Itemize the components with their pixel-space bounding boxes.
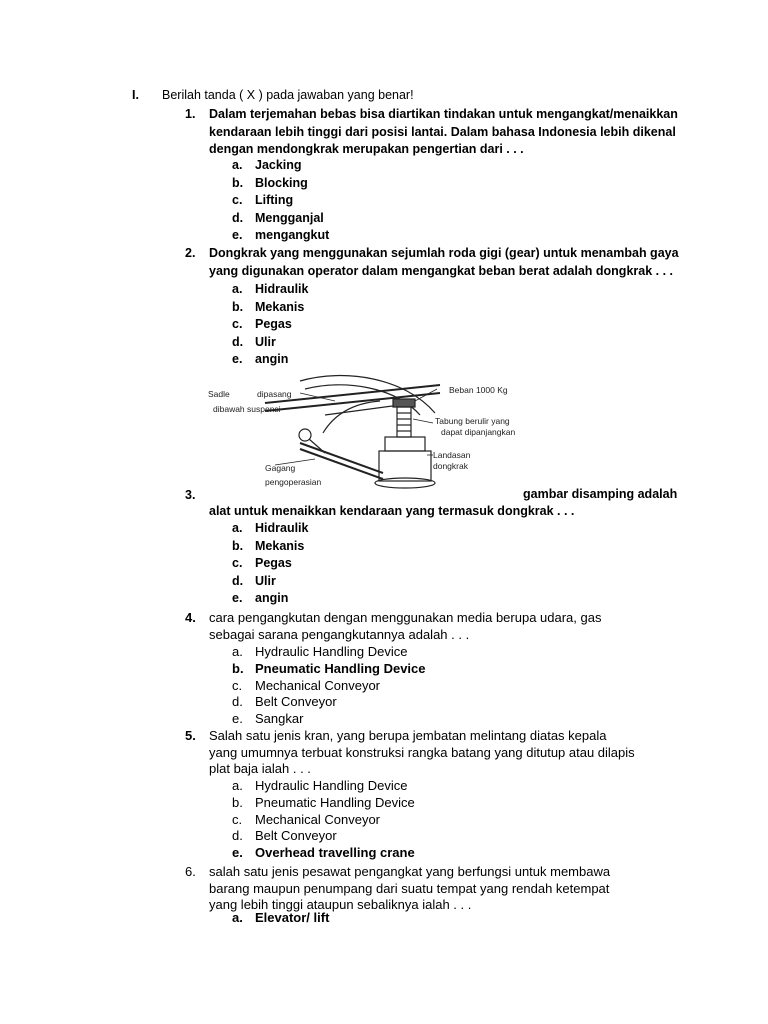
question-line: Dalam terjemahan bebas bisa diartikan tindakan untuk mengangkat/menaikkan — [209, 107, 678, 121]
option-text: Mekanis — [255, 538, 305, 553]
option-text: angin — [255, 591, 289, 606]
question-5 — [185, 728, 705, 778]
question-6 — [185, 864, 705, 914]
option-letter: e. — [232, 845, 243, 861]
option-text: Blocking — [255, 175, 308, 190]
option-a[interactable] — [232, 520, 309, 538]
question-6-options — [232, 910, 329, 927]
option-d[interactable] — [232, 573, 309, 591]
option-text: Sangkar — [255, 711, 304, 727]
option-text: Overhead travelling crane — [255, 845, 415, 861]
option-text: Belt Conveyor — [255, 694, 337, 710]
question-3-options — [232, 520, 309, 608]
option-letter: a. — [232, 521, 243, 535]
label-beban: Beban 1000 Kg — [449, 385, 508, 395]
option-text: Mengganjal — [255, 210, 324, 225]
option-text: Jacking — [255, 158, 302, 172]
option-a[interactable] — [232, 281, 309, 299]
question-line: Dongkrak yang menggunakan sejumlah roda gigi (gear) untuk menambah gaya — [209, 246, 679, 260]
option-text: Mechanical Conveyor — [255, 677, 381, 693]
option-letter: a. — [232, 778, 243, 793]
option-c[interactable] — [232, 316, 309, 334]
option-text: Hydraulic Handling Device — [255, 778, 408, 793]
option-e[interactable] — [232, 845, 415, 862]
question-2-options — [232, 281, 309, 369]
option-a[interactable] — [232, 910, 329, 927]
option-d[interactable] — [232, 828, 415, 845]
question-line: salah satu jenis pesawat pengangkat yang berfungsi untuk membawa — [209, 864, 611, 879]
option-text: Pegas — [255, 556, 292, 571]
option-b[interactable] — [232, 538, 309, 556]
question-line: Salah satu jenis kran, yang berupa jembatan melintang diatas kepala — [209, 728, 607, 743]
option-e[interactable] — [232, 351, 309, 369]
option-letter: b. — [232, 660, 244, 676]
option-letter: d. — [232, 334, 244, 349]
question-5-options — [232, 778, 415, 862]
question-number: 1. — [185, 107, 196, 121]
section-number: I. — [132, 88, 139, 102]
question-4-options — [232, 644, 426, 728]
label-tabung-2: dapat dipanjangkan — [441, 427, 516, 437]
option-letter: a. — [232, 644, 243, 659]
question-line: plat baja ialah . . . — [209, 761, 311, 776]
option-text: Hydraulic Handling Device — [255, 644, 408, 659]
option-text: Belt Conveyor — [255, 828, 337, 844]
option-d[interactable] — [232, 334, 309, 352]
label-dibawah-suspensi: dibawah suspensi — [213, 404, 281, 414]
option-b[interactable] — [232, 661, 426, 678]
option-e[interactable] — [232, 227, 329, 245]
label-sadle: Sadle — [208, 389, 230, 399]
option-c[interactable] — [232, 678, 426, 695]
question-number: 6. — [185, 864, 196, 879]
option-text: Mekanis — [255, 299, 305, 314]
option-letter: c. — [232, 317, 243, 332]
option-c[interactable] — [232, 555, 309, 573]
option-letter: b. — [232, 175, 244, 190]
option-letter: d. — [232, 573, 244, 588]
option-a[interactable] — [232, 778, 415, 795]
option-letter: d. — [232, 694, 243, 710]
question-4 — [185, 610, 705, 643]
question-line: yang lebih tinggi ataupun sebaliknya ialah . . . — [209, 897, 472, 912]
option-c[interactable] — [232, 192, 329, 210]
option-text: angin — [255, 352, 289, 367]
question-line: yang digunakan operator dalam mengangkat beban berat adalah dongkrak . . . — [209, 263, 673, 278]
option-e[interactable] — [232, 590, 309, 608]
option-text: Ulir — [255, 573, 276, 588]
option-letter: a. — [232, 910, 243, 925]
option-letter: c. — [232, 677, 243, 693]
option-a[interactable] — [232, 644, 426, 661]
question-1-options — [232, 157, 329, 245]
question-line: sebagai sarana pengangkutannya adalah . . . — [209, 626, 470, 642]
jack-diagram — [205, 373, 523, 495]
option-text: Mechanical Conveyor — [255, 811, 381, 827]
label-gagang-1: Gagang — [265, 463, 296, 473]
question-line: dengan mendongkrak merupakan pengertian dari . . . — [209, 142, 524, 156]
option-text: Pegas — [255, 317, 292, 332]
option-d[interactable] — [232, 694, 426, 711]
option-letter: e. — [232, 228, 243, 243]
option-letter: e. — [232, 711, 243, 727]
option-c[interactable] — [232, 812, 415, 829]
question-number: 5. — [185, 728, 196, 743]
option-letter: e. — [232, 352, 243, 367]
question-number: 2. — [185, 246, 196, 260]
option-e[interactable] — [232, 711, 426, 728]
option-letter: d. — [232, 828, 243, 844]
option-text: Lifting — [255, 193, 294, 208]
option-d[interactable] — [232, 210, 329, 228]
option-letter: b. — [232, 299, 244, 314]
label-landasan-1: Landasan — [433, 450, 471, 460]
option-text: mengangkut — [255, 228, 330, 243]
option-b[interactable] — [232, 175, 329, 193]
question-line: gambar disamping adalah — [523, 487, 678, 501]
option-b[interactable] — [232, 795, 415, 812]
option-text: Pneumatic Handling Device — [255, 660, 426, 676]
question-line: yang umumnya terbuat konstruksi rangka batang yang ditutup atau dilapis — [209, 744, 635, 760]
question-line: kendaraan lebih tinggi dari posisi lantai. Dalam bahasa Indonesia lebih dikenal — [209, 124, 676, 139]
option-letter: e. — [232, 591, 243, 606]
option-letter: c. — [232, 811, 243, 827]
option-letter: a. — [232, 158, 243, 172]
option-letter: c. — [232, 556, 243, 571]
option-a[interactable] — [232, 157, 329, 175]
label-landasan-2: dongkrak — [433, 461, 468, 471]
label-tabung-1: Tabung berulir yang — [435, 416, 510, 426]
option-text: Pneumatic Handling Device — [255, 794, 415, 810]
label-gagang-2: pengoperasian — [265, 477, 322, 487]
section-instruction: Berilah tanda ( X ) pada jawaban yang benar! — [162, 88, 414, 102]
question-number: 3. — [185, 488, 196, 502]
option-b[interactable] — [232, 299, 309, 317]
question-2 — [185, 245, 705, 280]
question-line: cara pengangkutan dengan menggunakan media berupa udara, gas — [209, 610, 602, 625]
option-letter: b. — [232, 794, 243, 810]
option-letter: c. — [232, 193, 243, 208]
option-text: Hidraulik — [255, 282, 309, 296]
question-line: barang maupun penumpang dari suatu tempat yang rendah ketempat — [209, 880, 610, 896]
option-letter: d. — [232, 210, 244, 225]
question-number: 4. — [185, 610, 196, 625]
question-1 — [185, 106, 705, 159]
label-dipasang: dipasang — [257, 389, 292, 399]
question-line: alat untuk menaikkan kendaraan yang termasuk dongkrak . . . — [209, 504, 575, 518]
option-letter: b. — [232, 538, 244, 553]
option-text: Elevator/ lift — [255, 910, 330, 925]
option-text: Ulir — [255, 334, 276, 349]
option-letter: a. — [232, 282, 243, 296]
option-text: Hidraulik — [255, 521, 309, 535]
